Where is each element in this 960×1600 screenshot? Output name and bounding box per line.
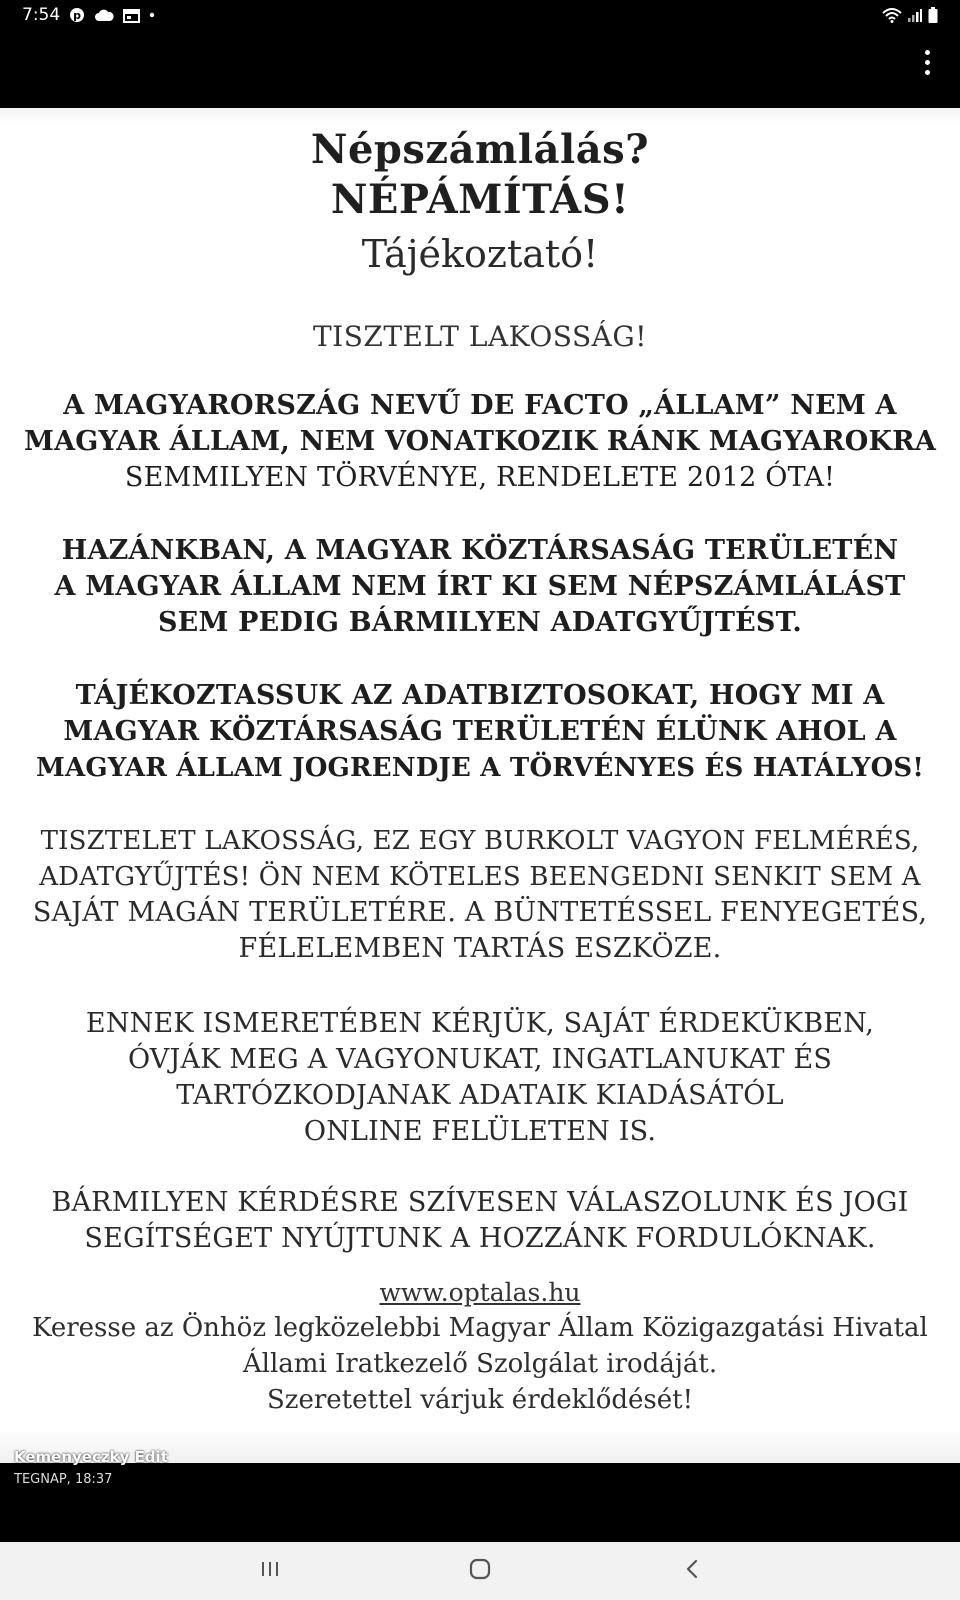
status-bar	[0, 0, 960, 30]
poster-paragraph-6	[10, 1185, 950, 1257]
recents-icon	[260, 1560, 280, 1582]
paragraph-line: TISZTELET LAKOSSÁG, EZ EGY BURKOLT VAGYON FELMÉRÉS,	[40, 826, 920, 856]
status-left	[22, 5, 155, 25]
navigation-bar	[0, 1542, 960, 1600]
back-icon	[685, 1558, 699, 1584]
paragraph-line: SEGÍTSÉGET NYÚJTUNK A HOZZÁNK FORDULÓKNAK.	[84, 1223, 876, 1254]
signal-icon	[908, 8, 922, 22]
back-button[interactable]	[662, 1542, 722, 1600]
poster-image[interactable]	[0, 108, 960, 1463]
paragraph-line: ONLINE FELÜLETEN IS.	[303, 1116, 657, 1147]
closing-line: Szeretettel várjuk érdeklődését!	[266, 1385, 694, 1415]
paragraph-line: ADATGYŰJTÉS! ÖN NEM KÖTELES BEENGEDNI SENKIT SEM A	[39, 862, 921, 892]
battery-icon	[928, 7, 938, 23]
status-time: 7:54	[22, 5, 61, 25]
status-right	[882, 7, 938, 23]
post-author: Kemenyeczky Edit	[14, 1448, 168, 1466]
poster-paragraph-4	[10, 823, 950, 967]
paragraph-line: ÓVJÁK MEG A VAGYONUKAT, INGATLANUKAT ÉS	[127, 1044, 833, 1075]
paragraph-line: SAJÁT MAGÁN TERÜLETÉRE. A BÜNTETÉSSEL FENYEGETÉS,	[32, 897, 928, 928]
more-options-button[interactable]	[914, 44, 940, 80]
poster-greeting: TISZTELT LAKOSSÁG!	[312, 320, 648, 353]
poster-paragraph-2	[10, 533, 950, 641]
poster-subheadline: Tájékoztató!	[361, 232, 599, 276]
recents-button[interactable]	[240, 1542, 300, 1600]
poster-website-link: www.optalas.hu	[379, 1278, 581, 1307]
app-bar	[0, 30, 960, 108]
poster-headline: Népszámlálás?	[310, 126, 650, 173]
cloud-icon	[94, 8, 114, 22]
paragraph-line: MAGYAR KÖZTÁRSASÁG TERÜLETÉN ÉLÜNK AHOL A	[63, 716, 897, 747]
home-icon	[469, 1558, 491, 1584]
paragraph-line: SEMMILYEN TÖRVÉNYE, RENDELETE 2012 ÓTA!	[124, 462, 836, 493]
closing-line: Keresse az Önhöz legközelebbi Magyar Állam Közigazgatási Hivatal	[32, 1313, 928, 1343]
paragraph-line: SEM PEDIG BÁRMILYEN ADATGYŰJTÉST.	[157, 607, 803, 638]
more-vertical-icon	[925, 50, 930, 55]
poster-paragraph-1	[10, 388, 950, 496]
closing-line: Állami Iratkezelő Szolgálat irodáját.	[242, 1349, 718, 1379]
paragraph-line: HAZÁNKBAN, A MAGYAR KÖZTÁRSASÁG TERÜLETÉN	[61, 535, 899, 566]
dot-icon	[149, 12, 155, 18]
post-timestamp: TEGNAP, 18:37	[14, 1472, 113, 1487]
paragraph-line: FÉLELEMBEN TARTÁS ESZKÖZE.	[238, 933, 722, 964]
paragraph-line: A MAGYAR ÁLLAM NEM ÍRT KI SEM NÉPSZÁMLÁLÁST	[54, 571, 906, 602]
paragraph-line: BÁRMILYEN KÉRDÉSRE SZÍVESEN VÁLASZOLUNK ÉS JOGI	[51, 1187, 909, 1218]
calendar-icon	[123, 8, 140, 23]
paragraph-line: A MAGYARORSZÁG NEVŰ DE FACTO „ÁLLAM” NEM A	[63, 390, 897, 421]
poster-headline-secondary: NÉPÁMÍTÁS!	[330, 176, 630, 223]
paragraph-line: MAGYAR ÁLLAM JOGRENDJE A TÖRVÉNYES ÉS HATÁLYOS!	[35, 753, 925, 783]
more-vertical-icon-dot	[925, 70, 930, 75]
more-vertical-icon-dot	[925, 60, 930, 65]
home-button[interactable]	[450, 1542, 510, 1600]
pinterest-icon	[69, 7, 85, 23]
paragraph-line: TARTÓZKODJANAK ADATAIK KIADÁSÁTÓL	[176, 1080, 784, 1111]
svg-text:p: p	[73, 9, 82, 22]
paragraph-line: TÁJÉKOZTASSUK AZ ADATBIZTOSOKAT, HOGY MI A	[75, 680, 885, 711]
paragraph-line: MAGYAR ÁLLAM, NEM VONATKOZIK RÁNK MAGYAROKRA	[24, 426, 936, 457]
poster-paragraph-3	[10, 678, 950, 786]
wifi-icon	[882, 7, 902, 23]
poster-closing	[0, 1310, 960, 1418]
poster-paragraph-5	[10, 1006, 950, 1150]
paragraph-line: ENNEK ISMERETÉBEN KÉRJÜK, SAJÁT ÉRDEKÜKBEN,	[85, 1008, 875, 1039]
